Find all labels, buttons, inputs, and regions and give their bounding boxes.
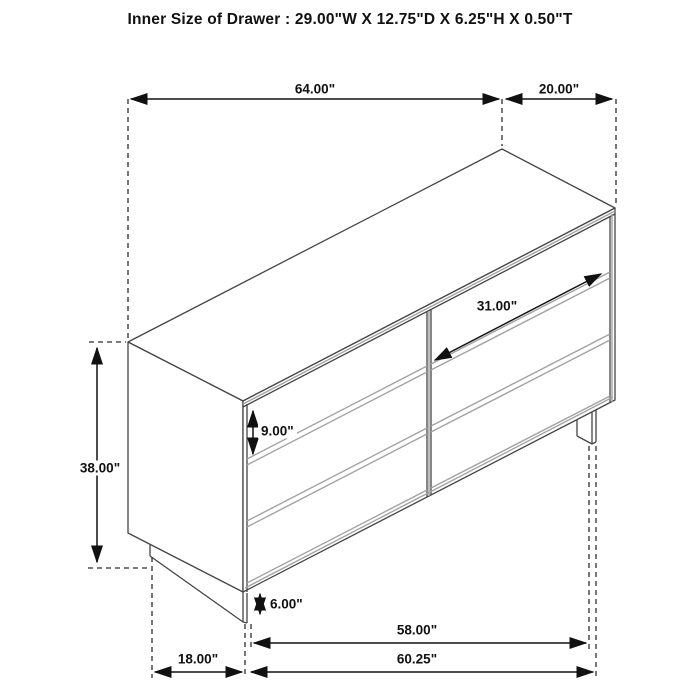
dim-label-base-width: 60.25" bbox=[394, 652, 440, 667]
dim-label-base-height: 6.00" bbox=[267, 597, 306, 612]
dim-label-overall-height: 38.00" bbox=[77, 461, 123, 476]
dim-label-drawer-width: 31.00" bbox=[474, 299, 520, 314]
dim-label-base-side-depth: 18.00" bbox=[175, 652, 221, 667]
dim-label-drawer-height: 9.00" bbox=[258, 424, 297, 439]
dresser-body bbox=[128, 149, 615, 592]
dim-label-top-width: 64.00" bbox=[292, 82, 338, 97]
dim-label-top-depth: 20.00" bbox=[536, 82, 582, 97]
diagram-title: Inner Size of Drawer : 29.00"W X 12.75"D X 6.25"H X 0.50"T bbox=[127, 11, 573, 28]
dim-label-base-inner-width: 58.00" bbox=[394, 623, 440, 638]
